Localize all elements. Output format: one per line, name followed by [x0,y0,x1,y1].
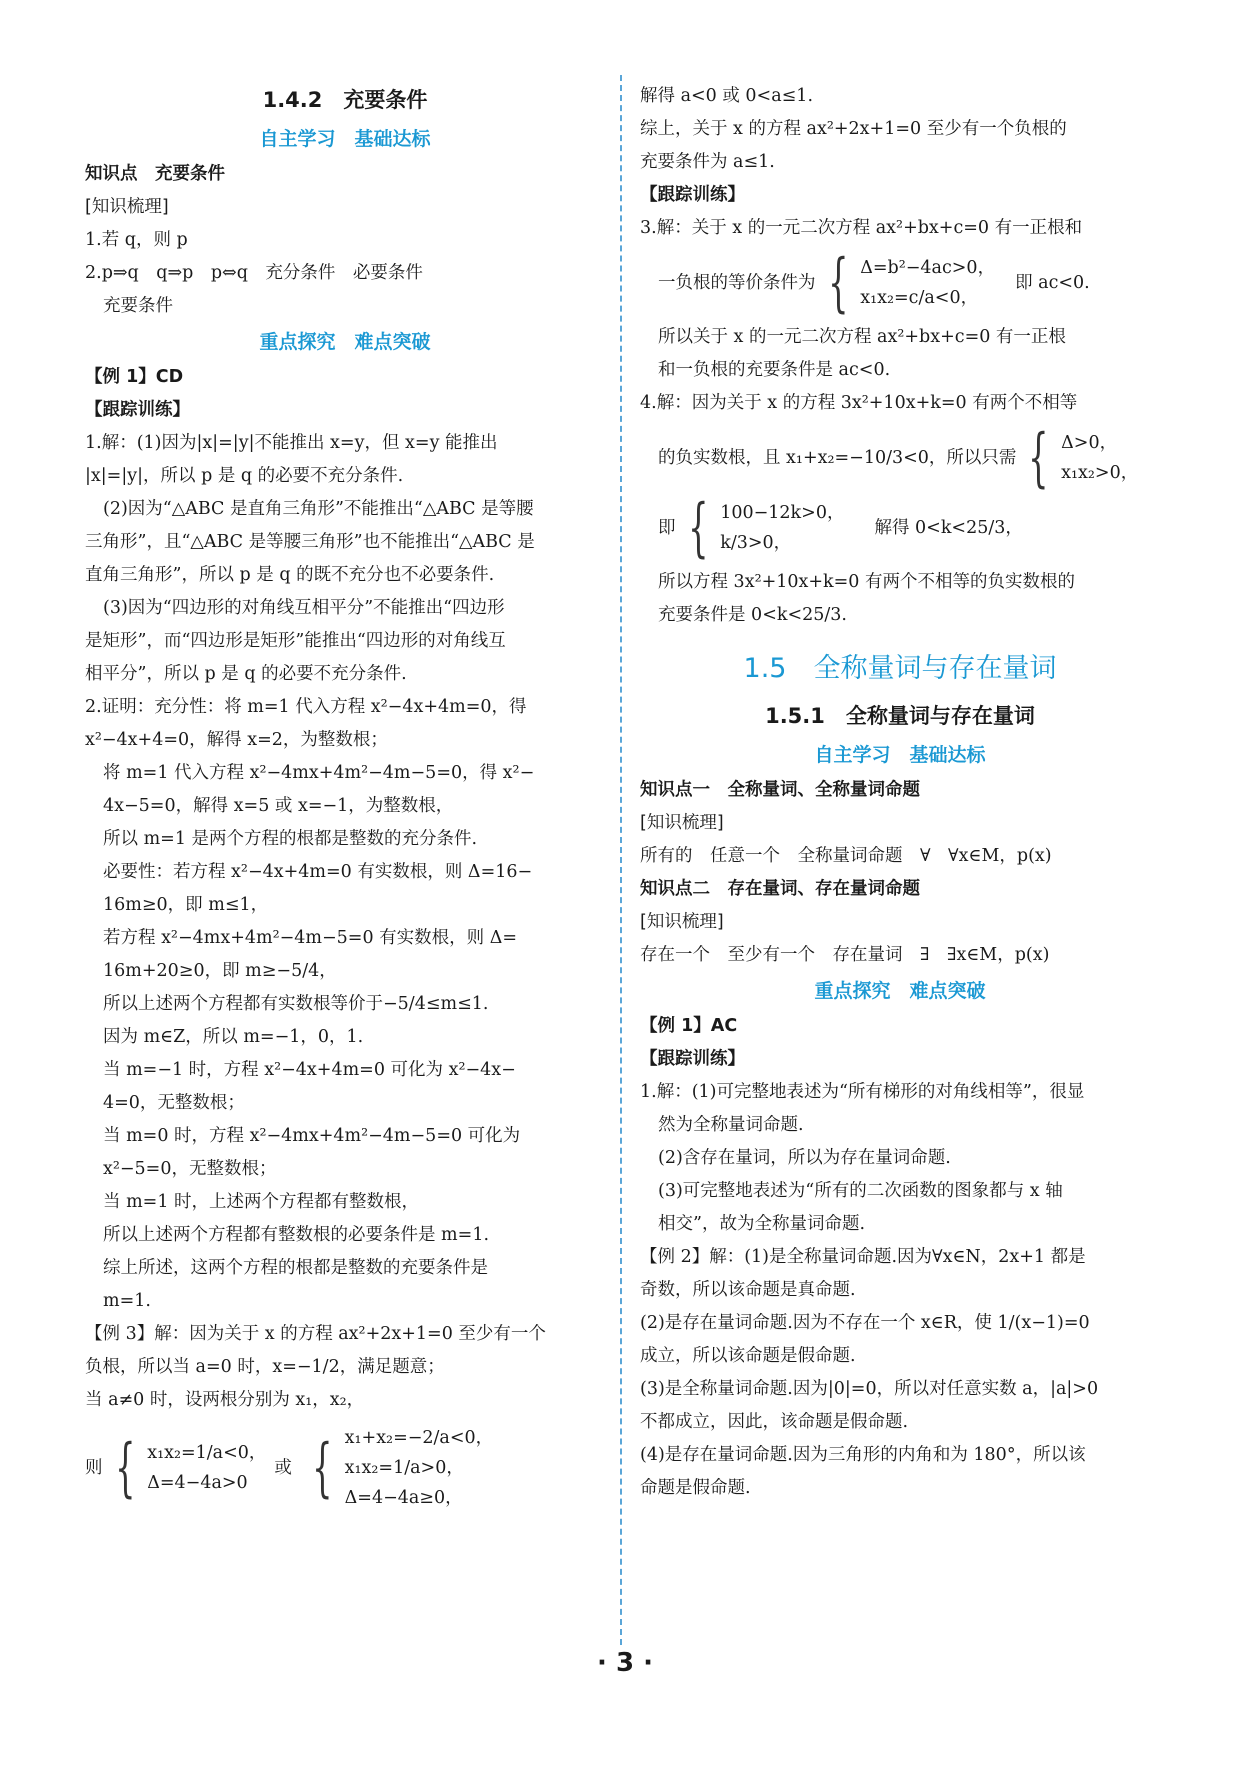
text-line: 必要性：若方程 x²−4x+4m=0 有实数根，则 Δ=16− [103,862,533,882]
text-line: (2)是存在量词命题.因为不存在一个 x∈R，使 1/(x−1)=0 [640,1313,1090,1333]
system-line: Δ=4−4a≥0， [344,1488,463,1508]
text-line: 所以上述两个方程都有实数根等价于−5/4≤m≤1. [103,994,489,1014]
brace-glyph: { [114,1431,136,1505]
system-prefix: 则 [85,1458,103,1478]
text-line: 4=0，无整数根； [103,1093,245,1113]
knowledge-point-1: 知识点一 全称量词、全称量词命题 [640,780,920,800]
subheading-self-study: 自主学习 基础达标 [259,128,431,150]
text-line: 充要条件是 0<k<25/3. [658,605,847,625]
text-line: 2.证明：充分性：将 m=1 代入方程 x²−4x+4m=0，得 [85,697,527,717]
subheading-explore: 重点探究 难点突破 [259,331,431,353]
answer-line: 2.p⇒q q⇒p p⇔q 充分条件 必要条件 [85,263,423,283]
text-line: 【例 3】解：因为关于 x 的方程 ax²+2x+1=0 至少有一个 [85,1324,546,1344]
system-lines [1061,428,1138,488]
text-line: 将 m=1 代入方程 x²−4mx+4m²−4m−5=0，得 x²− [103,763,535,783]
text-line: 相交”，故为全称量词命题. [658,1214,866,1234]
system-line: x₁x₂=1/a>0， [344,1458,464,1478]
answer-line: 所有的 任意一个 全称量词命题 ∀ ∀x∈M，p(x) [640,846,1052,866]
tracking-training-label: 【跟踪训练】 [640,185,745,205]
system-line: x₁+x₂=−2/a<0， [344,1428,494,1448]
system-line: k/3>0， [720,533,792,553]
text-line: 综上，关于 x 的方程 ax²+2x+1=0 至少有一个负根的 [640,119,1067,139]
subheading-self-study: 自主学习 基础达标 [814,744,986,766]
system-line: Δ=4−4a>0 [147,1473,248,1493]
text-line: (3)因为“四边形的对角线互相平分”不能推出“四边形 [103,598,505,618]
text-line: x²−4x+4=0，解得 x=2，为整数根； [85,730,388,750]
text-line: 所以方程 3x²+10x+k=0 有两个不相等的负实数根的 [658,572,1076,592]
text-line: 不都成立，因此，该命题是假命题. [640,1412,909,1432]
equation-system [640,246,1160,320]
text-line: 16m≥0，即 m≤1， [103,895,269,915]
knowledge-label: [知识梳理] [640,912,724,932]
system-b [345,1423,494,1513]
answer-line: 1.若 q，则 p [85,230,188,250]
equation-system [640,491,1160,565]
example-1: 【例 1】AC [640,1016,738,1036]
text-line: 当 m=0 时，方程 x²−4mx+4m²−4m−5=0 可化为 [103,1126,521,1146]
text-line: 1.解：(1)可完整地表述为“所有梯形的对角线相等”，很显 [640,1082,1085,1102]
equation-system [640,421,1160,495]
brace-glyph: { [687,491,709,565]
system-prefix: 一负根的等价条件为 [658,273,816,293]
text-line: 所以上述两个方程都有整数根的必要条件是 m=1. [103,1225,490,1245]
brace-glyph: { [827,246,849,320]
text-line: 然为全称量词命题. [658,1115,804,1135]
system-line: x₁x₂>0， [1061,463,1139,483]
text-line: 奇数，所以该命题是真命题. [640,1280,856,1300]
text-line: 综上所述，这两个方程的根都是整数的充要条件是 [103,1258,488,1278]
left-column [85,80,605,1519]
text-line: 4x−5=0，解得 x=5 或 x=−1，为整数根， [103,796,454,816]
text-line: (3)是全称量词命题.因为|0|=0，所以对任意实数 a，|a|>0 [640,1379,1099,1399]
text-line: 因为 m∈Z，所以 m=−1，0，1. [103,1027,364,1047]
answer-line: 存在一个 至少有一个 存在量词 ∃ ∃x∈M，p(x) [640,945,1050,965]
text-line: 负根，所以当 a=0 时，x=−1/2，满足题意； [85,1357,445,1377]
text-line: 当 m=1 时，上述两个方程都有整数根， [103,1192,420,1212]
right-column [640,80,1160,1505]
text-line: 直角三角形”，所以 p 是 q 的既不充分也不必要条件. [85,565,495,585]
text-line: 成立，所以该命题是假命题. [640,1346,856,1366]
text-line: (4)是存在量词命题.因为三角形的内角和为 180°，所以该 [640,1445,1086,1465]
tracking-training-label: 【跟踪训练】 [640,1049,745,1069]
column-divider [620,75,622,1645]
text-line: x²−5=0，无整数根； [103,1159,277,1179]
text-line: 16m+20≥0，即 m≥−5/4， [103,961,337,981]
system-post: 即 ac<0. [1015,273,1090,293]
section-title: 1.4.2 充要条件 [262,88,428,112]
text-line: 解得 a<0 或 0<a≤1. [640,86,814,106]
system-lines [860,253,995,313]
knowledge-point: 知识点 充要条件 [85,164,225,184]
text-line: 相平分”，所以 p 是 q 的必要不充分条件. [85,664,407,684]
tracking-training-label: 【跟踪训练】 [85,400,190,420]
page-number: · 3 · [597,1648,653,1678]
system-prefix: 的负实数根，且 x₁+x₂=−10/3<0，所以只需 [658,448,1017,468]
example-1: 【例 1】CD [85,367,184,387]
system-line: x₁x₂=c/a<0， [860,288,979,308]
system-line: 100−12k>0， [720,503,845,523]
brace-glyph: { [312,1431,333,1505]
knowledge-label: [知识梳理] [85,197,169,217]
text-line: 所以关于 x 的一元二次方程 ax²+bx+c=0 有一正根 [658,327,1066,347]
system-or: 或 [274,1458,292,1478]
subsection-heading: 1.5.1 全称量词与存在量词 [765,704,1035,728]
system-line: Δ=b²−4ac>0， [860,258,996,278]
system-a [147,1438,266,1498]
text-line: 若方程 x²−4mx+4m²−4m−5=0 有实数根，则 Δ= [103,928,518,948]
text-line: (3)可完整地表述为“所有的二次函数的图象都与 x 轴 [658,1181,1063,1201]
answer-line: 充要条件 [103,296,173,316]
text-line: 命题是假命题. [640,1478,751,1498]
text-line: 当 m=−1 时，方程 x²−4x+4m=0 可化为 x²−4x− [103,1060,516,1080]
system-post: 解得 0<k<25/3， [874,518,1023,538]
text-line: 【例 2】解：(1)是全称量词命题.因为∀x∈N，2x+1 都是 [640,1247,1086,1267]
system-prefix: 即 [658,518,676,538]
text-line: (2)因为“△ABC 是直角三角形”不能推出“△ABC 是等腰 [103,499,534,519]
knowledge-label: [知识梳理] [640,813,724,833]
text-line: |x|=|y|，所以 p 是 q 的必要不充分条件. [85,466,404,486]
subheading-explore: 重点探究 难点突破 [814,980,986,1002]
section-heading: 1.5 全称量词与存在量词 [743,653,1057,684]
system-lines [720,498,844,558]
equation-system [85,1423,605,1513]
text-line: 三角形”，且“△ABC 是等腰三角形”也不能推出“△ABC 是 [85,532,535,552]
text-line: (2)含存在量词，所以为存在量词命题. [658,1148,951,1168]
brace-glyph: { [1028,421,1049,495]
text-line: 所以 m=1 是两个方程的根都是整数的充分条件. [103,829,478,849]
text-line: 3.解：关于 x 的一元二次方程 ax²+bx+c=0 有一正根和 [640,218,1083,238]
knowledge-point-2: 知识点二 存在量词、存在量词命题 [640,879,920,899]
text-line: 4.解：因为关于 x 的方程 3x²+10x+k=0 有两个不相等 [640,393,1078,413]
text-line: 是矩形”，而“四边形是矩形”能推出“四边形的对角线互 [85,631,506,651]
system-line: x₁x₂=1/a<0， [147,1443,267,1463]
text-line: 和一负根的充要条件是 ac<0. [658,360,891,380]
text-line: 当 a≠0 时，设两根分别为 x₁，x₂， [85,1390,365,1410]
system-line: Δ>0， [1061,433,1118,453]
text-line: m=1. [103,1291,151,1311]
text-line: 充要条件为 a≤1. [640,152,775,172]
text-line: 1.解：(1)因为|x|=|y|不能推出 x=y，但 x=y 能推出 [85,433,498,453]
